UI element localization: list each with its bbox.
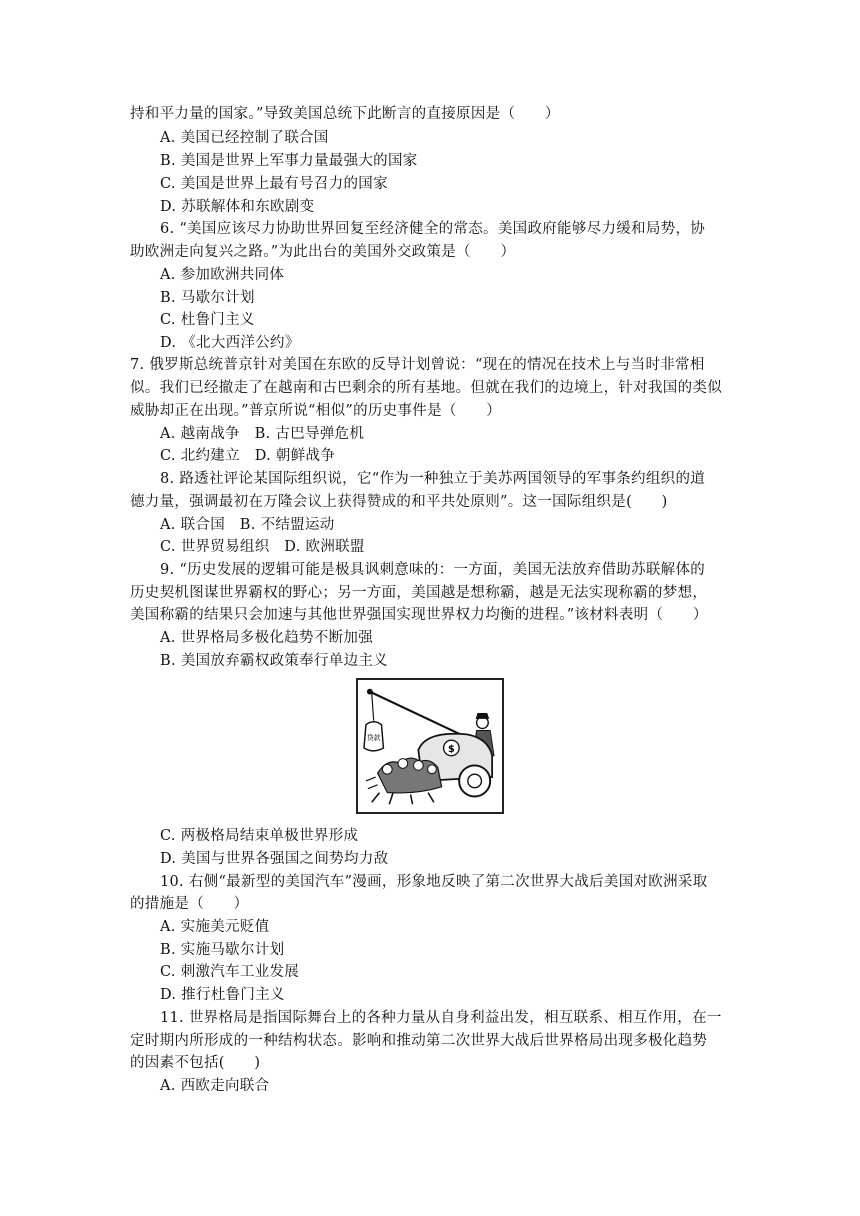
q11-stem-line1: 11. 世界格局是指国际舞台上的各种力量从自身利益出发，相互联系、相互作用，在一: [160, 1010, 722, 1026]
q8-options-ab: A. 联合国 B. 不结盟运动: [160, 517, 335, 533]
q5-stem-end: 持和平力量的国家。”导致美国总统下此断言的直接原因是（ ）: [130, 106, 560, 122]
q8-options-cd: C. 世界贸易组织 D. 欧洲联盟: [160, 539, 365, 555]
q11-stem-line3: 的因素不包括( ): [130, 1055, 261, 1071]
q10-option-a: A. 实施美元贬值: [160, 919, 270, 935]
q6-option-b: B. 马歇尔计划: [160, 290, 255, 306]
q5-option-b: B. 美国是世界上军事力量最强大的国家: [160, 153, 418, 169]
money-bag-label: 贷款: [366, 734, 381, 743]
q5-option-c: C. 美国是世界上最有号召力的国家: [160, 176, 388, 192]
q9-option-c: C. 两极格局结束单极世界形成: [160, 828, 359, 844]
q10-option-c: C. 刺激汽车工业发展: [160, 964, 300, 980]
q7-options-cd: C. 北约建立 D. 朝鲜战争: [160, 448, 336, 464]
q10-stem-line2: 的措施是（ ）: [130, 896, 249, 912]
q9-stem-line1: 9. “历史发展的逻辑可能是极具讽刺意味的：一方面，美国无法放弃借助苏联解体的: [160, 562, 706, 578]
car-emblem: $: [447, 743, 455, 755]
q6-option-a: A. 参加欧洲共同体: [160, 267, 285, 283]
q7-stem-line3: 威胁却正在出现。”普京所说“相似”的历史事件是（ ）: [130, 403, 502, 419]
q10-stem-line1: 10. 右侧“最新型的美国汽车”漫画，形象地反映了第二次世界大战后美国对欧洲采取: [160, 874, 708, 890]
q9-option-a: A. 世界格局多极化趋势不断加强: [160, 630, 373, 646]
q6-stem-line2: 助欧洲走向复兴之路。”为此出台的美国外交政策是（ ）: [130, 244, 516, 260]
q6-stem-line1: 6. “美国应该尽力协助世界回复至经济健全的常态。美国政府能够尽力缓和局势，协: [160, 221, 706, 237]
q7-stem-line1: 7. 俄罗斯总统普京针对美国在东欧的反导计划曾说：“现在的情况在技术上与当时非常相: [130, 357, 705, 373]
crowd-icon: [378, 758, 442, 793]
q10-option-b: B. 实施马歇尔计划: [160, 942, 285, 958]
q10-option-d: D. 推行杜鲁门主义: [160, 987, 285, 1003]
q9-option-d: D. 美国与世界各强国之间势均力敌: [160, 851, 389, 867]
q8-stem-line2: 德力量，强调最初在万隆会议上获得赞成的和平共处原则”。这一国际组织是( ): [130, 494, 668, 510]
q7-stem-line2: 似。我们已经撤走了在越南和古巴剩余的所有基地。但就在我们的边境上，针对我国的类似: [130, 380, 722, 396]
q9-option-b: B. 美国放弃霸权政策奉行单边主义: [160, 653, 388, 669]
q11-option-a: A. 西欧走向联合: [160, 1078, 270, 1094]
q9-stem-line3: 美国称霸的结果只会加速与其他世界强国实现世界权力均衡的进程。”该材料表明（ ）: [130, 607, 708, 623]
q6-option-c: C. 杜鲁门主义: [160, 312, 255, 328]
q9-stem-line2: 历史契机图谋世界霸权的野心；另一方面，美国越是想称霸，越是无法实现称霸的梦想，: [130, 585, 708, 601]
q11-stem-line2: 定时期内所形成的一种结构状态。影响和推动第二次世界大战后世界格局出现多极化趋势: [130, 1033, 708, 1049]
american-car-cartoon: [356, 678, 504, 814]
q6-option-d: D. 《北大西洋公约》: [160, 335, 300, 351]
cartoon-drawing: [358, 680, 502, 812]
q8-stem-line1: 8. 路透社评论某国际组织说，它“作为一种独立于美苏两国领导的军事条约组织的道: [160, 471, 706, 487]
q5-option-d: D. 苏联解体和东欧剧变: [160, 199, 315, 215]
q5-option-a: A. 美国已经控制了联合国: [160, 130, 329, 146]
q7-options-ab: A. 越南战争 B. 古巴导弹危机: [160, 426, 365, 442]
